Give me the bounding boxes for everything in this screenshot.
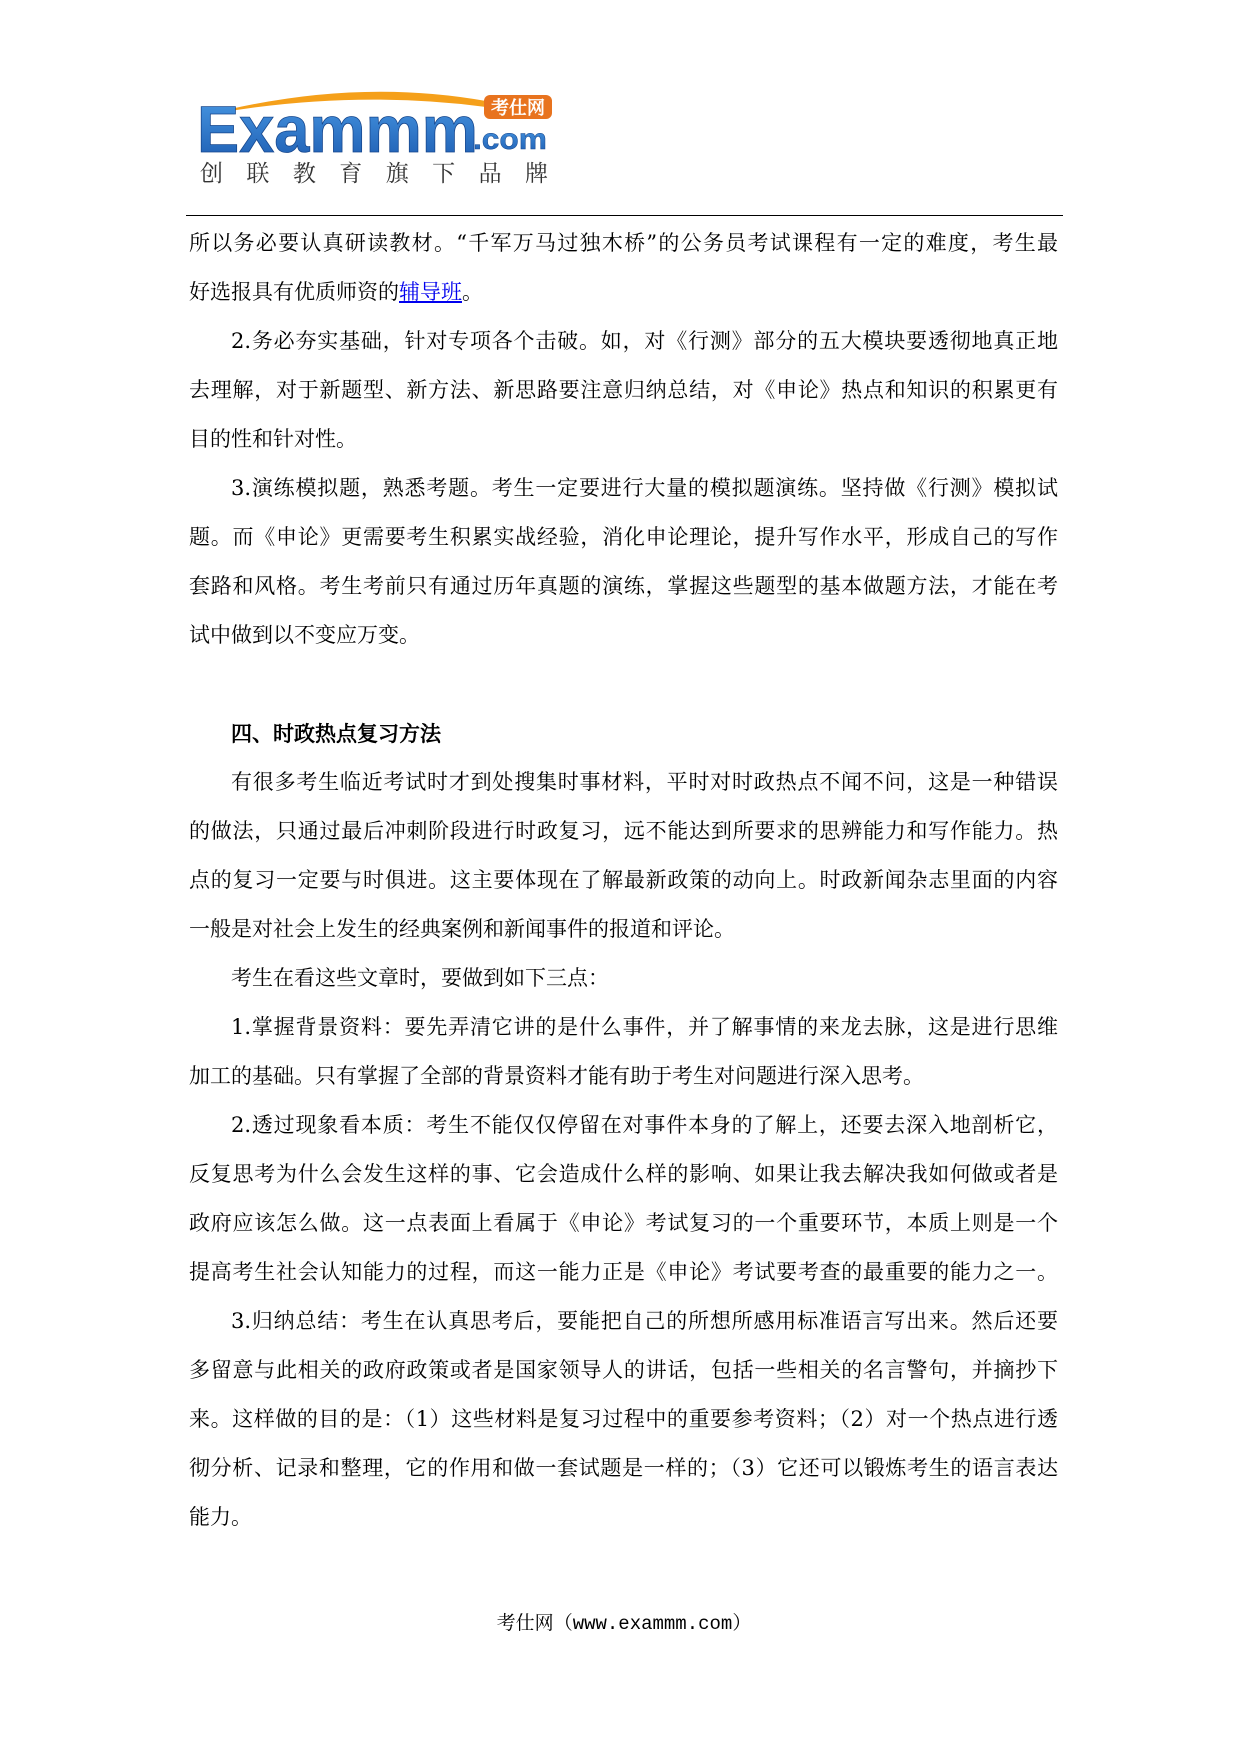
body-text-line: 2.务必夯实基础，针对专项各个击破。如，对《行测》部分的五大模块要透彻地真正地: [231, 329, 1058, 353]
body-text-line: 所以务必要认真研读教材。“千军万马过独木桥”的公务员考试课程有一定的难度，考生最: [189, 231, 1058, 255]
logo-badge-text: 考仕网: [491, 98, 545, 119]
body-text-line: 2.透过现象看本质：考生不能仅仅停留在对事件本身的了解上，还要去深入地剖析它，: [231, 1113, 1058, 1137]
body-text-line: 的做法，只通过最后冲刺阶段进行时政复习，远不能达到所要求的思辨能力和写作能力。热: [189, 819, 1058, 843]
paragraph: [189, 317, 1058, 464]
page-footer: [370, 1599, 878, 1647]
logo-tagline: 创联教育旗下品牌: [200, 161, 548, 187]
body-text-line: 3.归纳总结：考生在认真思考后，要能把自己的所想所感用标准语言写出来。然后还要: [231, 1309, 1058, 1333]
paragraph: [189, 464, 1058, 660]
header-divider: [186, 215, 1063, 216]
body-text-line: 政府应该怎么做。这一点表面上看属于《申论》考试复习的一个重要环节，本质上则是一个: [189, 1211, 1058, 1235]
body-text-line: 1.掌握背景资料：要先弄清它讲的是什么事件，并了解事情的来龙去脉，这是进行思维: [231, 1015, 1058, 1039]
article-body: [189, 219, 1058, 1542]
body-text-line: 3.演练模拟题，熟悉考题。考生一定要进行大量的模拟题演练。坚持做《行测》模拟试: [231, 476, 1058, 500]
body-text-line: 提高考生社会认知能力的过程，而这一能力正是《申论》考试要考查的最重要的能力之一。: [189, 1260, 1058, 1284]
text-run: 。: [462, 280, 483, 304]
body-text-line: 彻分析、记录和整理，它的作用和做一套试题是一样的；（3）它还可以锻炼考生的语言表达: [189, 1456, 1058, 1480]
paragraph: [189, 1297, 1058, 1542]
body-text-line: 考生在看这些文章时，要做到如下三点：: [231, 966, 609, 990]
paragraph: [189, 1003, 1058, 1101]
body-text-line: 目的性和针对性。: [189, 427, 357, 451]
body-text-line: 反复思考为什么会发生这样的事、它会造成什么样的影响、如果让我去解决我如何做或者是: [189, 1162, 1058, 1186]
blank-line: [189, 660, 1058, 709]
body-text-line: 试中做到以不变应万变。: [189, 623, 420, 647]
body-text-line: 来。这样做的目的是：（1）这些材料是复习过程中的重要参考资料；（2）对一个热点进行透: [189, 1407, 1058, 1431]
body-text-line: 有很多考生临近考试时才到处搜集时事材料，平时对时政热点不闻不问，这是一种错误: [231, 770, 1058, 794]
body-text-line: 多留意与此相关的政府政策或者是国家领导人的讲话，包括一些相关的名言警句，并摘抄下: [189, 1358, 1058, 1382]
text-run: 好选报具有优质师资的: [189, 280, 399, 304]
body-text-line: 能力。: [189, 1505, 252, 1529]
section-heading: 四、时政热点复习方法: [231, 721, 441, 746]
body-text-line: 去理解，对于新题型、新方法、新思路要注意归纳总结，对《申论》热点和知识的积累更有: [189, 378, 1058, 402]
logo-domain-suffix: .com: [473, 123, 547, 156]
tutoring-class-link[interactable]: 辅导班: [399, 280, 462, 304]
body-text-line: 加工的基础。只有掌握了全部的背景资料才能有助于考生对问题进行深入思考。: [189, 1064, 924, 1088]
footer-site-url: （www.exammm.com）: [553, 1613, 752, 1635]
body-text-line: [189, 268, 1058, 317]
footer-site-name: 考仕网: [496, 1612, 554, 1634]
body-text-line: 题。而《申论》更需要考生积累实战经验，消化申论理论，提升写作水平，形成自己的写作: [189, 525, 1058, 549]
paragraph: [189, 219, 1058, 317]
paragraph: [189, 954, 1058, 1003]
body-text-line: 套路和风格。考生考前只有通过历年真题的演练，掌握这些题型的基本做题方法，才能在考: [189, 574, 1058, 598]
body-text-line: 点的复习一定要与时俱进。这主要体现在了解最新政策的动向上。时政新闻杂志里面的内容: [189, 868, 1058, 892]
logo-wordmark: Exammm: [197, 92, 478, 166]
paragraph: [189, 758, 1058, 954]
exammm-logo: [190, 85, 560, 190]
paragraph: [189, 1101, 1058, 1297]
body-text-line: 一般是对社会上发生的经典案例和新闻事件的报道和评论。: [189, 917, 735, 941]
